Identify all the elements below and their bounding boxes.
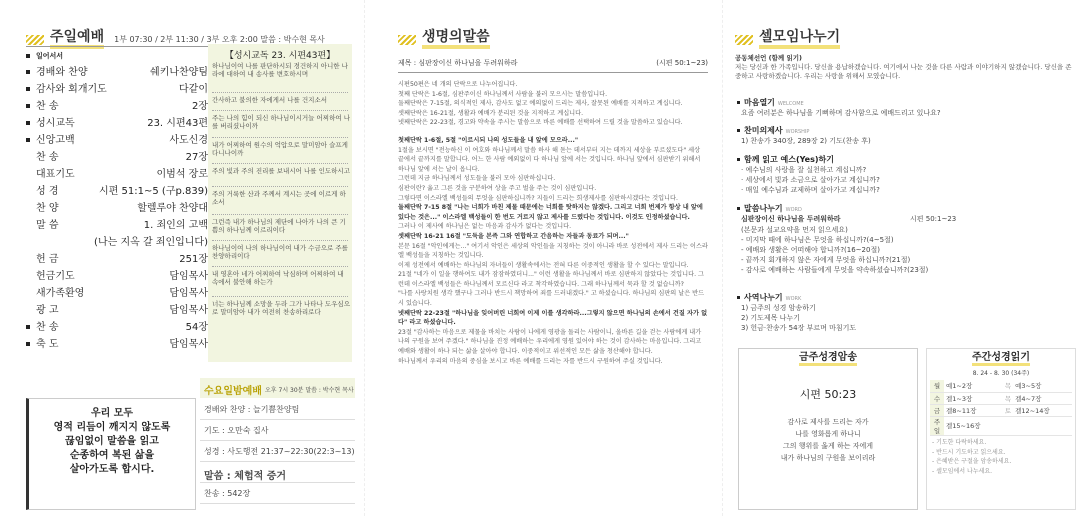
- bullet-icon: [26, 87, 30, 91]
- wednesday-divider: [200, 482, 355, 483]
- sermon-paragraph: 본문 16절 "악인에게는..." 여기서 악인은 세상의 악인들을 지칭하는 것이 아니라 바로 성전에서 제사 드리는 이스라엘 백성들을 지칭하는 것입니다.: [398, 242, 708, 260]
- order-value: 2장: [191, 101, 208, 112]
- order-value: 23. 시편43편: [147, 118, 208, 129]
- section-heading: [737, 97, 804, 108]
- memory-line: 내가 하나님의 구원을 보이리라: [780, 454, 876, 462]
- wednesday-row: 말씀 : 체험적 증거: [204, 471, 287, 482]
- wednesday-divider: [200, 503, 355, 504]
- closing-line: 순종하여 복된 삶을: [69, 450, 155, 461]
- word-question: - 끝까지 회개하지 않은 자에게 무엇을 하십니까?(21절): [741, 256, 911, 264]
- sermon-paragraph: 심판이란? 옳고 그른 것을 구분하여 상을 주고 벌을 주는 것이 심판입니다.: [398, 184, 597, 192]
- weekly-day: 수: [930, 392, 944, 404]
- section-heading: [737, 154, 834, 165]
- weekly-note: - 은혜받은 구절을 암송하세요.: [932, 458, 1012, 465]
- sermon-paragraph: 1절을 보시면 "전능하신 이 여호와 하나님께서 말씀 하사 해 돋는 데서부터 지는 데까지 세상을 부르셨도다" 세상 끝에서 끝까지를 말합니다. 어느 한 사람 예외없이 다 하나님 앞에 서는 것입니다. 하나님 앞에서 심판받기 위해서 하나님 앞에 서는 날이 옵니다.: [398, 146, 701, 173]
- reading-line: 내가 어찌하여 원수의 억압으로 말미암아 슬프게 다니나이까: [212, 141, 348, 157]
- order-label: 경배와 찬양: [26, 63, 87, 78]
- section-heading: [737, 203, 802, 214]
- order-value: 할렐루야 찬양대: [137, 203, 208, 214]
- stripe-icon: [26, 35, 44, 45]
- weekly-reading: 예3~5장: [1013, 380, 1072, 392]
- weekly-day: 목: [1003, 392, 1013, 404]
- order-row: [26, 232, 208, 249]
- weekly-day: 월: [930, 380, 944, 392]
- section-heading-en: WORK: [785, 296, 802, 302]
- order-label: 성시교독: [26, 114, 75, 129]
- weekly-reading: 겔1~3장: [944, 392, 1003, 404]
- memory-verse-text: [738, 416, 918, 464]
- bullet-icon: [737, 158, 740, 161]
- section-heading-text: 사역나누기: [744, 293, 783, 302]
- reading-line: 간사하고 불의한 자에게서 나를 건지소서: [212, 96, 328, 104]
- bullet-icon: [737, 207, 740, 210]
- reading-separator: [212, 296, 348, 297]
- wednesday-row: 기도 : 오만숙 집사: [204, 426, 269, 435]
- closing-line: 영적 리듬이 깨지지 않도록: [53, 422, 171, 433]
- order-row: [26, 334, 208, 351]
- memory-verse-ref: 시편 50:23: [799, 388, 857, 401]
- order-row: [26, 198, 208, 215]
- weekly-reading-title: 주간성경읽기: [972, 348, 1030, 366]
- order-row: [26, 164, 208, 181]
- wednesday-divider: [200, 419, 355, 420]
- weekly-note: - 반드시 기도하고 읽으세요.: [932, 448, 1006, 456]
- weekly-row: [930, 380, 1072, 392]
- bullet-icon: [26, 121, 30, 125]
- order-value: 다같이: [179, 84, 208, 95]
- reading-separator: [212, 92, 348, 93]
- sunday-worship-title: 주일예배: [50, 30, 104, 49]
- section-line: 2) 기도제목 나누기: [741, 314, 800, 322]
- sermon-paragraph: 이제 성전에서 예배하는 하나님의 자녀들이 생활속에서는 전혀 다른 이중적인 생활을 할 수 있다는 말입니다.: [398, 261, 689, 269]
- reading-separator: [212, 214, 348, 215]
- order-value: 담임목사: [169, 271, 208, 282]
- bullet-icon: [26, 138, 30, 142]
- bullet-icon: [26, 54, 30, 58]
- section-line: · 예수님의 사랑을 잘 실천하고 계십니까?: [741, 166, 867, 174]
- order-value: 쉐키나찬양팀: [150, 67, 208, 78]
- section-heading-text: 말씀나누기: [744, 204, 783, 213]
- section-heading-en: WORD: [785, 207, 802, 213]
- order-row: [26, 96, 208, 113]
- sermon-paragraph: 23절 "감사하는 마음으로 제물을 바치는 사람이 나에게 영광을 돌리는 사람이니, 올바른 길을 걷는 사람에게 내가 나의 구원을 보여 주겠다." 하나님을 진정 예배하는 우리에게 영원 있어야 하는 것이 감사하는 마음입니다. 그리고 예배와 생활이 하나 되는 삶을 살아야 합니다. 이중적이고 위선적인 모든 삶을 청산해야 합니다.: [398, 328, 702, 356]
- fold-line-right: [722, 0, 723, 516]
- sermon-section-title: 생명의말씀: [422, 30, 490, 49]
- weekly-reading-header: [926, 348, 1076, 366]
- order-label: 헌금기도: [36, 271, 75, 282]
- order-value: 27장: [185, 152, 208, 163]
- order-value: 1. 죄인의 고백: [143, 220, 208, 231]
- weekly-note: - 셀모임에서 나누세요.: [932, 467, 993, 475]
- order-label: 성 경: [36, 186, 59, 197]
- section-line: · 세상에서 빛과 소금으로 살아가고 계십니까?: [741, 176, 880, 184]
- reading-line: 주의 거룩한 산과 주께서 계시는 곳에 이르게 하소서: [212, 190, 346, 206]
- reading-separator: [212, 137, 348, 138]
- bullet-icon: [26, 70, 30, 74]
- sermon-paragraph: 첫째단락 1-6절, 5절 "이르시되 나의 성도들을 내 앞에 모으라...": [398, 136, 579, 144]
- word-question: - 예배와 생활은 어떠해야 합니까?(16~20절): [741, 246, 880, 254]
- order-row: [26, 113, 208, 130]
- sermon-paragraph: 둘째단락은 7-15절, 의식적인 제사, 감사도 없고 예의없이 드리는 제사, 잘못된 예배를 지적하고 계십니다.: [398, 100, 683, 108]
- weekly-reading: 예1~2장: [944, 380, 1003, 392]
- order-value: 담임목사: [169, 288, 208, 299]
- weekly-row: [930, 416, 1072, 435]
- sermon-paragraph: "나를 사랑치원 생각 했구나 그러나 반드시 책망하여 죄를 드러내겠다." 고 하셨습니다. 하나님의 심판의 날은 반드시 있습니다.: [398, 290, 705, 308]
- word-question: - 감사로 예배하는 사람들에게 무엇을 약속하셨습니까?(23절): [741, 266, 929, 274]
- stripe-icon: [735, 35, 753, 45]
- weekly-reading-table: [930, 380, 1072, 436]
- order-row: [26, 62, 208, 79]
- order-row: [26, 50, 208, 62]
- order-value: 담임목사: [169, 305, 208, 316]
- closing-line: 끊임없이 말씀을 읽고: [65, 436, 159, 447]
- sermon-paragraph: 넷째단락은 22-23절, 경고와 약속을 주시는 말씀으로 바른 예배를 선택하여 드릴 것을 말씀하고 있습니다.: [398, 119, 683, 127]
- weekly-day: 목: [1003, 380, 1013, 392]
- sermon-header: [398, 30, 490, 49]
- sermon-paragraph: 셋째단락 16-21 16절 "도둑을 본즉 그와 연합하고 간음하는 자들과 동료가 되며...": [398, 232, 629, 240]
- wednesday-subtitle: 오후 7시 30분 말씀 : 박수현 목사: [265, 387, 354, 394]
- order-row: [26, 283, 208, 300]
- word-reference: 시편 50:1~23: [910, 215, 957, 223]
- word-question: - 미지막 때에 하나님은 무엇을 하십니까?(4~5절): [741, 236, 894, 244]
- order-label: 찬 송: [26, 318, 59, 333]
- sermon-reference: (시편 50:1~23): [656, 59, 708, 67]
- sermon-paragraph: 둘째단락 7-15 8절 "나는 너희가 바친 제물 때문에는 너희를 탓하지는 않겠다. 그리고 너희 번제가 항상 내 앞에 있다는 것은..." 이스라엘 백성들이 한 번도 거르지 않고 제사를 드렸다는 것입니다. 이것도 인정하셨습니다.: [398, 204, 703, 221]
- reading-line: 주는 나의 힘이 되신 하나님이시거늘 어찌하여 나를 버리셨나이까: [212, 114, 350, 130]
- reading-title: 【성시교독 23. 시편43편】: [224, 51, 336, 61]
- sermon-title-row: [398, 58, 708, 68]
- sermon-paragraph: 그런데 지금 하나님께서 성도들을 불러 모아 심판하십니다.: [398, 175, 556, 183]
- order-label: 신앙고백: [26, 131, 75, 146]
- bullet-icon: [26, 104, 30, 108]
- sermon-paragraph: 첫째 단락은 1-6절, 심판주이신 하나님께서 사람을 불러 모으시는 말씀입니다.: [398, 90, 608, 98]
- stripe-icon: [398, 35, 416, 45]
- sermon-paragraph: 시편50편은 네 개의 단락으로 나누어집니다.: [398, 81, 518, 88]
- order-value: 사도신경: [169, 135, 208, 146]
- reading-line: 내 영혼아 네가 어찌하여 낙심하며 어찌하여 내 속에서 불안해 하는가: [212, 270, 344, 286]
- order-label: 광 고: [36, 305, 59, 316]
- order-row: [26, 317, 208, 334]
- order-label: 말 씀: [36, 220, 59, 231]
- reading-line: 하나님이여 나를 판단하시되 경건하지 아니한 나라에 대하여 내 송사를 변호하시며: [212, 62, 348, 78]
- wednesday-row: 경배와 찬양 : 늘기쁨찬양팀: [204, 405, 300, 414]
- memory-line: 감사로 제사를 드리는 자가: [787, 418, 869, 426]
- section-heading: [737, 125, 809, 136]
- section-line: 3) 헌금·찬송가 54장 부르며 마침기도: [741, 324, 857, 332]
- weekly-row: [930, 392, 1072, 404]
- opening-declaration: 저는 당신과 한 가족입니다. 당신을 용납하겠습니다. 여기에서 나눈 것을 다른 사람과 이야기하지 않겠습니다. 당신을 존중하고 사랑하겠습니다. 우리는 사랑을 위해서 모였습니다.: [735, 63, 1072, 80]
- order-label: 일어서서: [26, 51, 63, 61]
- memory-line: 그의 행위를 옳게 하는 자에게: [782, 442, 874, 450]
- weekly-reading: [1013, 416, 1072, 435]
- order-value: 54장: [185, 322, 208, 333]
- weekly-note: - 기도한 다락하세요.: [932, 439, 987, 446]
- reading-line: 하나님이여 나의 하나님이여 내가 수금으로 주를 찬양하리이다: [212, 244, 348, 260]
- bullet-icon: [737, 101, 740, 104]
- order-label: 축 도: [26, 335, 59, 350]
- bullet-icon: [737, 129, 740, 132]
- sermon-paragraph: 넷째단락 22-23절 "하나님을 잊어버린 너희여 이제 이를 생각하라...그렇지 않으면 하나님의 손에서 건질 자가 없다" 라고 하셨습니다.: [398, 309, 708, 327]
- sermon-body: [398, 80, 708, 366]
- order-value: (나는 지옥 갈 죄인입니다): [94, 237, 208, 248]
- reading-separator: [212, 163, 348, 164]
- cell-group-title: 셀모임나누기: [759, 30, 840, 49]
- reading-separator: [212, 240, 348, 241]
- order-value: 시편 51:1~5 (구p.839): [99, 186, 208, 197]
- sermon-paragraph: 21절 "네가 이 일을 행하여도 내가 잠잠하였더니..." 이런 생활을 하나님께서 바로 심판하지 않았다는 것입니다. 그런데 이스라엘 백성들은 하나님께서 모르신다 라고 착각하였습니다. 그래 하나님께서 묵과 할 것 없습니까?: [398, 271, 704, 288]
- section-heading-text: 함께 읽고 예스(Yes)하기: [744, 155, 834, 164]
- reading-line: 그런즉 내가 하나님의 제단에 나아가 나의 큰 기쁨의 하나님께 이르리이다: [212, 218, 346, 234]
- weekly-reading: 겔12~14장: [1013, 404, 1072, 416]
- section-line: · 매일 예수님과 교제하며 살아가고 계십니까?: [741, 186, 880, 194]
- cell-group-header: [735, 30, 840, 49]
- closing-line: 우리 모두: [90, 408, 134, 419]
- section-line: 1) 금주의 성경 암송하기: [741, 304, 816, 312]
- weekly-day: [1003, 416, 1013, 435]
- bullet-icon: [26, 342, 30, 346]
- order-value: 이범석 장로: [156, 169, 208, 180]
- reading-separator: [212, 186, 348, 187]
- sermon-paragraph: 그렇다면 이스라엘 백성들의 무엇을 심판하십니까? 지들이 드리는 희생제사를 심판하시겠다는 것입니다.: [398, 194, 678, 202]
- wednesday-row: 성경 : 사도행전 21:37~22:30(22:3~13): [204, 447, 355, 456]
- order-row: [26, 266, 208, 283]
- weekly-row: [930, 404, 1072, 416]
- worship-order: [26, 50, 208, 351]
- bullet-icon: [737, 296, 740, 299]
- sermon-paragraph: 그러나 이 제사에 하나님은 없는 마음과 감사가 없다는 것입니다.: [398, 223, 572, 231]
- weekly-reading: 겔4~7장: [1013, 392, 1072, 404]
- section-heading: [737, 292, 801, 303]
- memory-verse-title: 금주성경암송: [799, 348, 857, 366]
- order-label: 찬 송: [36, 152, 59, 163]
- sermon-paragraph: 셋째단락은 16-21절, 생활과 예배가 분리된 것을 지적하고 계십니다.: [398, 109, 584, 117]
- order-value: 251장: [179, 254, 208, 265]
- order-label: 새가족환영: [36, 288, 85, 299]
- order-row: [26, 300, 208, 317]
- weekly-reading-dates: 8. 24 - 8. 30 (34주): [972, 370, 1030, 377]
- section-heading-en: WELCOME: [777, 101, 804, 107]
- section-heading-en: WORSHIP: [785, 129, 810, 135]
- word-title: 심판장이신 하나님을 두려워하라: [741, 215, 841, 223]
- bullet-icon: [26, 325, 30, 329]
- divider: [26, 46, 208, 47]
- section-heading-text: 마음열기: [744, 98, 775, 107]
- weekly-day: 토: [1003, 404, 1013, 416]
- order-label: 찬 양: [36, 203, 59, 214]
- closing-message: [26, 398, 196, 510]
- divider: [398, 72, 708, 73]
- section-line: 1) 찬송가 340장, 289장 2) 기도(찬송 후): [741, 137, 871, 145]
- wednesday-divider: [200, 461, 355, 462]
- order-label: 헌 금: [36, 254, 59, 265]
- reading-line: 주의 빛과 주의 진리를 보내시어 나를 인도하시고: [212, 167, 350, 175]
- section-line: 요즘 여러분은 하나님을 기뻐하며 감사함으로 예배드리고 있나요?: [741, 109, 941, 117]
- order-row: [26, 147, 208, 164]
- fold-line-left: [364, 0, 365, 516]
- order-value: 담임목사: [169, 339, 208, 350]
- weekly-reading-notes: [932, 438, 1072, 476]
- reading-separator: [212, 110, 348, 111]
- wednesday-row: 찬송 : 542장: [204, 489, 251, 498]
- weekly-day: 금: [930, 404, 944, 416]
- sermon-paragraph: 하나님께서 우리의 마음의 중심을 보시고 바른 예배를 드리는 자를 반드시 구원하여 주실 것입니다.: [398, 357, 663, 365]
- order-label: 찬 송: [26, 97, 59, 112]
- wednesday-title: 수요일밤예배: [204, 386, 262, 397]
- reading-line: 너는 하나님께 소망을 두라 그가 나타나 도우심으로 말미암아 내가 여전히 찬송하리로다: [212, 300, 350, 316]
- closing-line: 살아가도록 합시다.: [69, 464, 155, 475]
- section-heading-text: 찬미의제사: [744, 126, 783, 135]
- order-label: 대표기도: [36, 169, 75, 180]
- sunday-worship-schedule: 1부 07:30 / 2부 11:30 / 3부 오후 2:00 말씀 : 박수현 목사: [114, 35, 325, 44]
- weekly-reading: 겔15~16장: [944, 416, 1003, 435]
- memory-line: 나를 영화롭게 하나니: [795, 430, 861, 438]
- order-row: [26, 249, 208, 266]
- weekly-day: 주일: [930, 416, 944, 435]
- order-row: [26, 79, 208, 96]
- order-label: 감사와 회개기도: [26, 80, 107, 95]
- order-row: [26, 215, 208, 232]
- reading-separator: [212, 266, 348, 267]
- order-row: [26, 181, 208, 198]
- sermon-title: 제목 : 심판장이신 하나님을 두려워하라: [398, 59, 518, 67]
- word-question: (본문과 설교요약을 먼저 읽으세요): [741, 226, 848, 234]
- wednesday-divider: [200, 440, 355, 441]
- memory-verse-header: [738, 348, 918, 366]
- order-row: [26, 130, 208, 147]
- weekly-reading: 겔8~11장: [944, 404, 1003, 416]
- opening-label: 공동체선언 (함께 읽기): [735, 54, 802, 62]
